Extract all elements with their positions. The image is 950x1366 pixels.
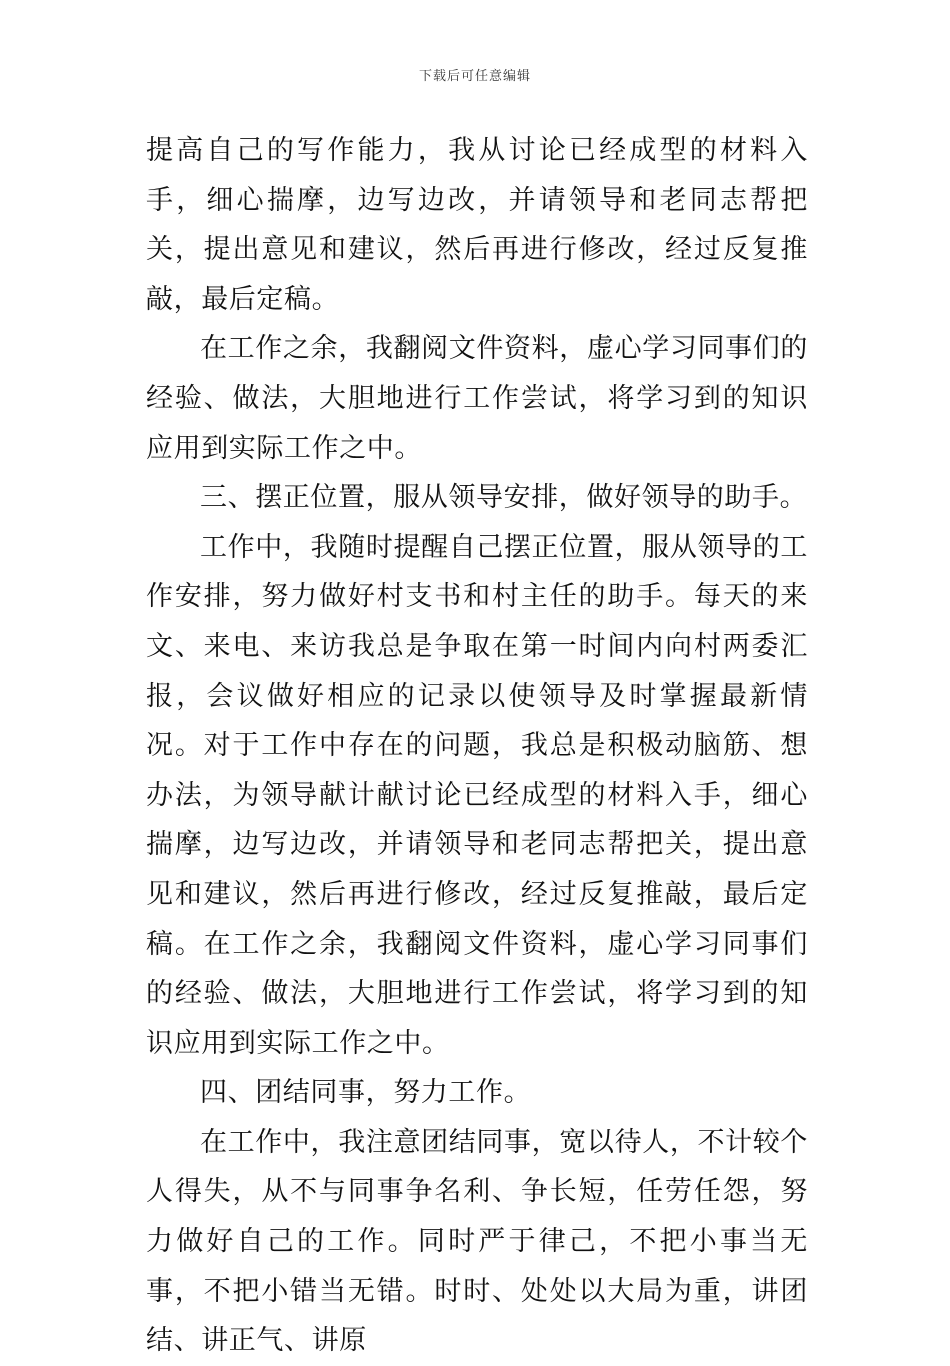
paragraph-continuation: 提高自己的写作能力，我从讨论已经成型的材料入手，细心揣摩，边写边改，并请领导和老同志帮把关，提出意见和建议，然后再进行修改，经过反复推敲，最后定稿。 [146,135,808,315]
section-heading-four: 四、团结同事，努力工作。 [200,1077,532,1109]
document-body [146,126,808,1366]
header-note: 下载后可任意编辑 [418,69,531,84]
paragraph-teamwork: 在工作中，我注意团结同事，宽以待人，不计较个人得失，从不与同事争名利、争长短，任劳任怨，努力做好自己的工作。同时严于律己，不把小事当无事，不把小错当无错。时时、处处以大局为重，讲团结、讲正气、讲原 [146,1126,808,1357]
paragraph-spare-time: 在工作之余，我翻阅文件资料，虚心学习同事们的经验、做法，大胆地进行工作尝试，将学习到的知识应用到实际工作之中。 [146,333,808,464]
paragraph-assistant-role: 工作中，我随时提醒自己摆正位置，服从领导的工作安排，努力做好村支书和村主任的助手。每天的来文、来电、来访我总是争取在第一时间内向村两委汇报，会议做好相应的记录以使领导及时掌握最新情况。对于工作中存在的问题，我总是积极动脑筋、想办法，为领导献计献讨论已经成型的材料入手，细心揣摩，边写边改，并请领导和老同志帮把关，提出意见和建议，然后再进行修改，经过反复推敲，最后定稿。在工作之余，我翻阅文件资料，虚心学习同事们的经验、做法，大胆地进行工作尝试，将学习到的知识应用到实际工作之中。 [146,531,808,1059]
section-heading-three: 三、摆正位置，服从领导安排，做好领导的助手。 [200,482,808,514]
